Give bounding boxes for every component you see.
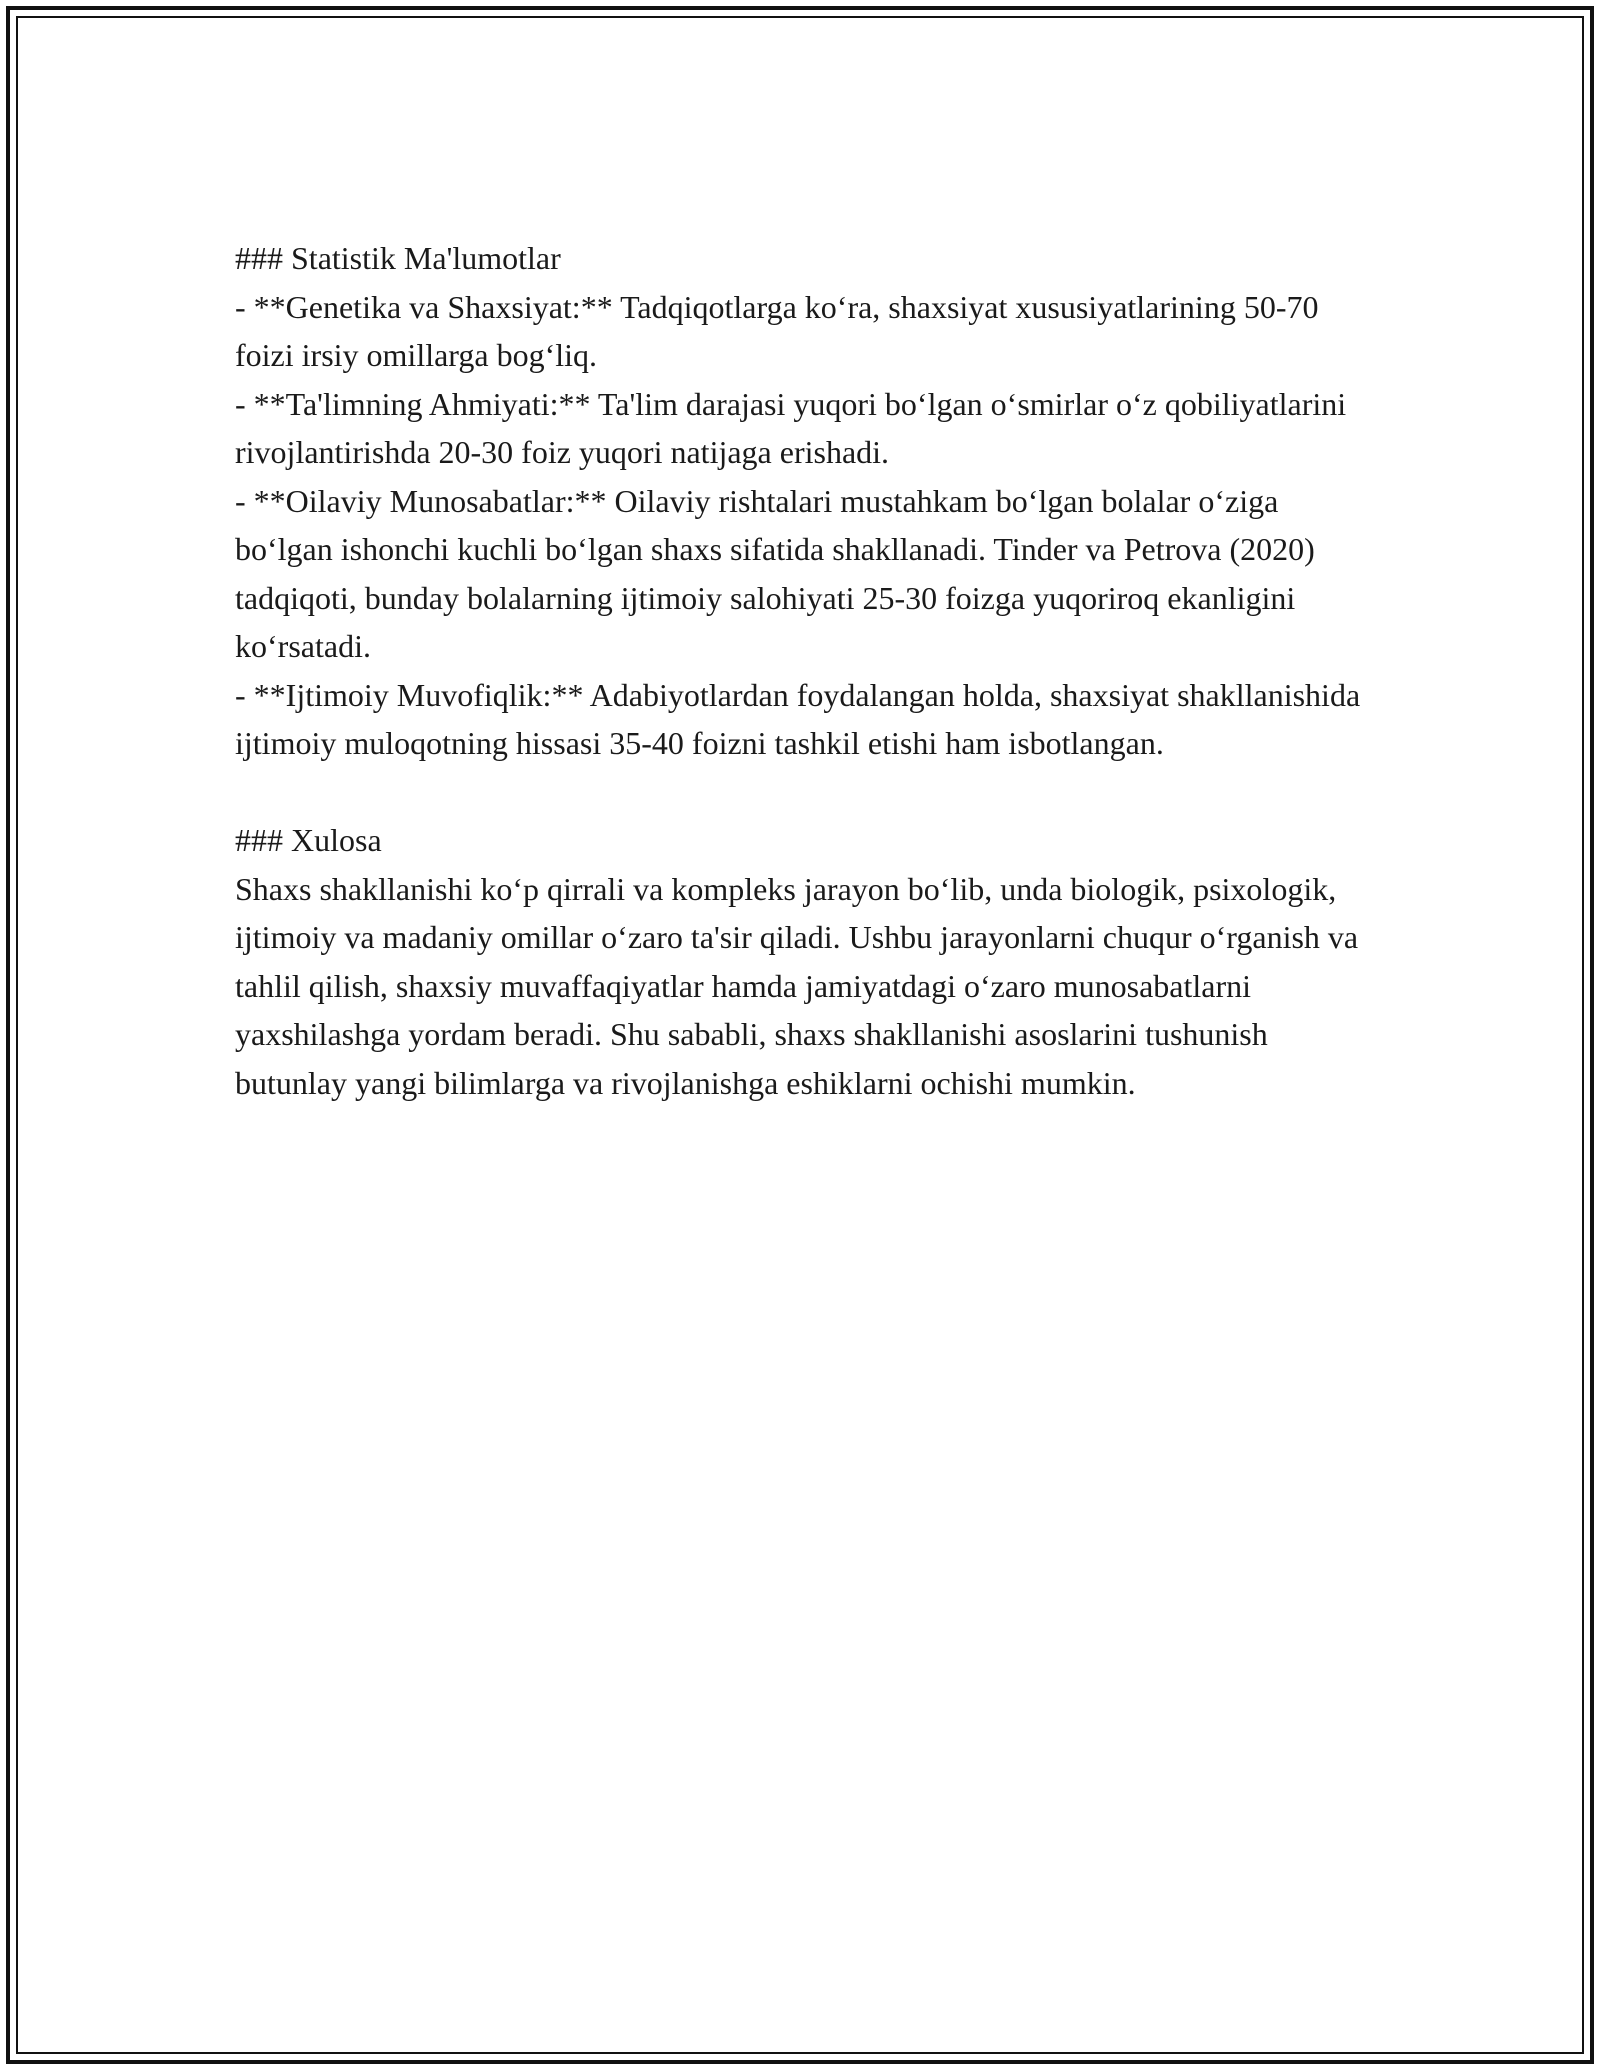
document-body (235, 234, 1375, 1107)
statistics-item-family: - **Oilaviy Munosabatlar:** Oilaviy rishtalari mustahkam bo‘lgan bolalar o‘ziga bo‘lgan ishonchi kuchli bo‘lgan shaxs sifatida shakllanadi. Tinder va Petrova (2020) tadqiqoti, bunday bolalarning ijtimoiy salohiyati 25-30 foizga yuqoriroq ekanligini ko‘rsatadi. (235, 482, 1315, 664)
statistics-item-social: - **Ijtimoiy Muvofiqlik:** Adabiyotlardan foydalangan holda, shaxsiyat shakllanishida ijtimoiy muloqotning hissasi 35-40 foizni tashkil etishi ham isbotlangan. (235, 676, 1361, 761)
conclusion-heading: ### Xulosa (235, 822, 382, 858)
section-spacer (235, 768, 1375, 817)
statistics-heading: ### Statistik Ma'lumotlar (235, 240, 561, 276)
statistics-item-education: - **Ta'limning Ahmiyati:** Ta'lim darajasi yuqori bo‘lgan o‘smirlar o‘z qobiliyatlarini rivojlantirishda 20-30 foiz yuqori natijaga erishadi. (235, 385, 1347, 470)
conclusion-paragraph: Shaxs shakllanishi ko‘p qirrali va kompleks jarayon bo‘lib, unda biologik, psixologik, ijtimoiy va madaniy omillar o‘zaro ta'sir qiladi. Ushbu jarayonlarni chuqur o‘rganish va tahlil qilish, shaxsiy muvaffaqiyatlar hamda jamiyatdagi o‘zaro munosabatlarni yaxshilashga yordam beradi. Shu sababli, shaxs shakllanishi asoslarini tushunish butunlay yangi bilimlarga va rivojlanishga eshiklarni ochishi mumkin. (235, 870, 1359, 1101)
statistics-item-genetics: - **Genetika va Shaxsiyat:** Tadqiqotlarga ko‘ra, shaxsiyat xususiyatlarining 50-70 foizi irsiy omillarga bog‘liq. (235, 288, 1319, 373)
